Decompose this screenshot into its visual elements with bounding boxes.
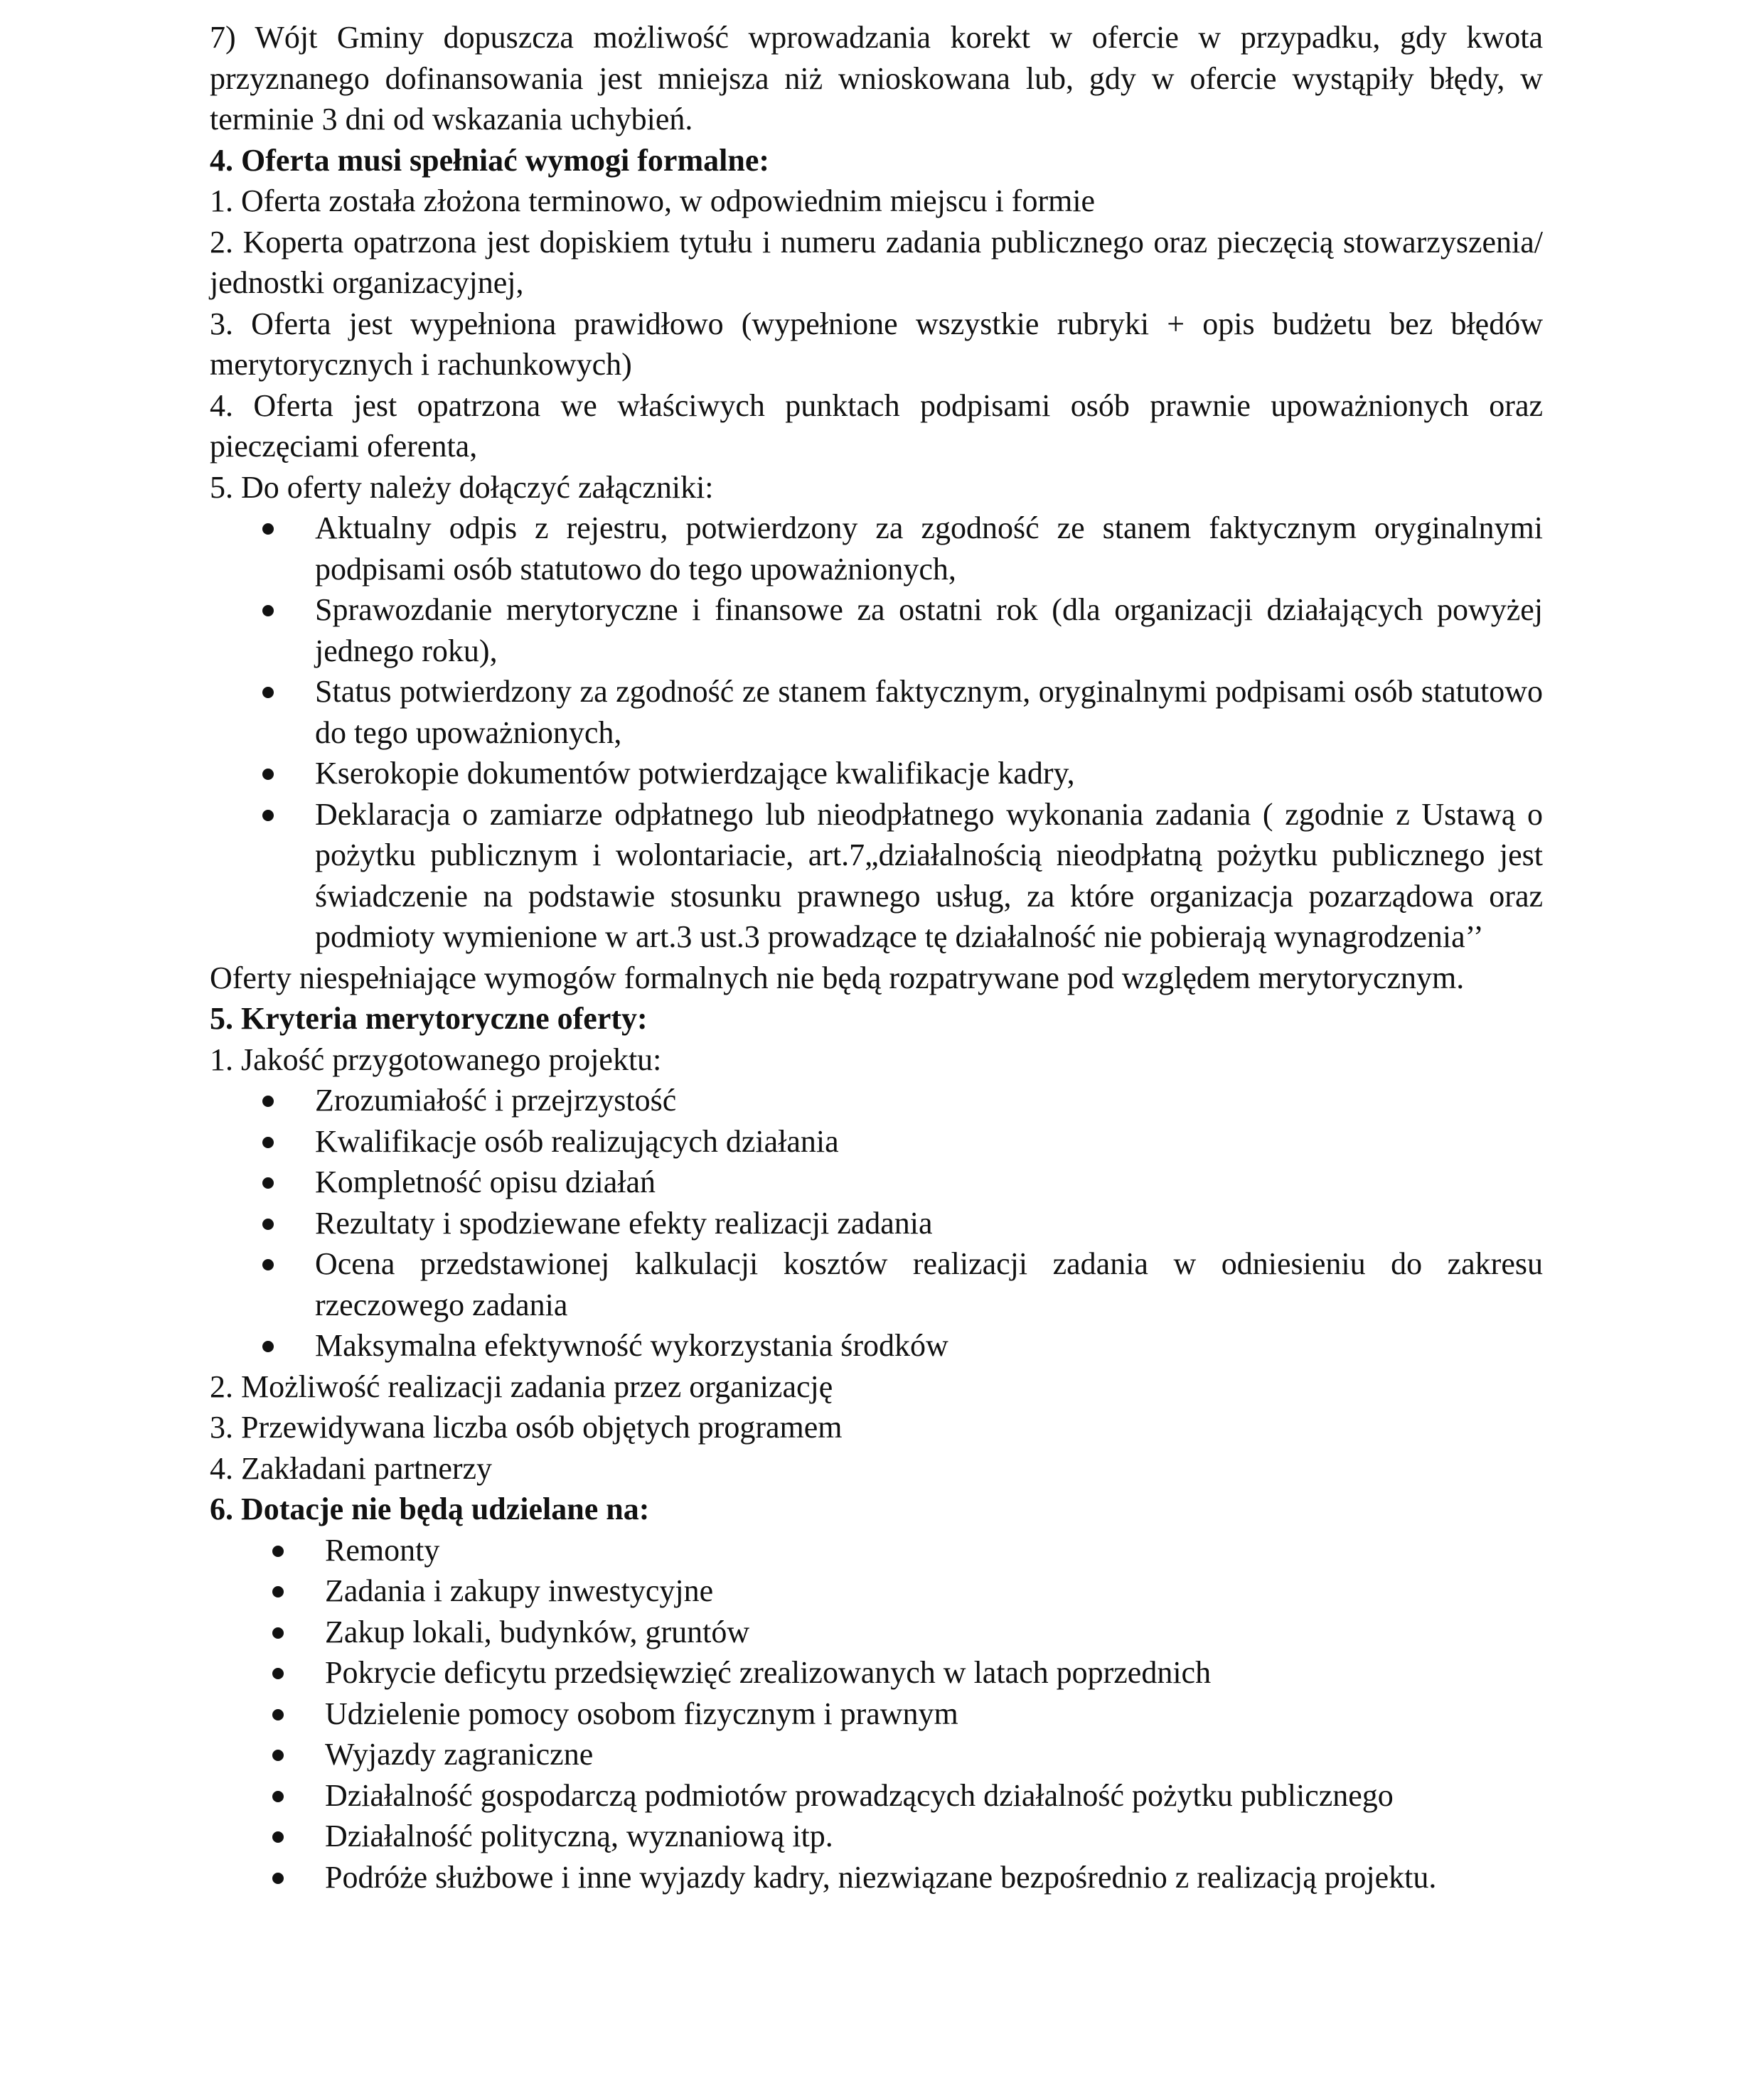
list-item: Działalność polityczną, wyznaniową itp. bbox=[325, 1816, 1543, 1857]
formal-requirement-3: 3. Oferta jest wypełniona prawidłowo (wypełnione wszystkie rubryki + opis budżetu bez błędów merytorycznych i rachunkowych) bbox=[210, 306, 1543, 382]
excluded-costs-list bbox=[210, 1530, 1543, 1898]
criterion-4: 4. Zakładani partnerzy bbox=[210, 1450, 493, 1486]
paragraph-correction-rule: 7) Wójt Gminy dopuszcza możliwość wprowadzania korekt w ofercie w przypadku, gdy kwota przyznanego dofinansowania jest mniejsza niż wnioskowana lub, gdy w ofercie wystąpiły błędy, w terminie 3 dni od wskazania uchybień. bbox=[210, 20, 1543, 137]
list-item: Maksymalna efektywność wykorzystania środków bbox=[315, 1325, 1543, 1366]
list-item: Wyjazdy zagraniczne bbox=[325, 1734, 1543, 1775]
list-item: Zakup lokali, budynków, gruntów bbox=[325, 1612, 1543, 1653]
list-item: Remonty bbox=[325, 1530, 1543, 1571]
list-item: Sprawozdanie merytoryczne i finansowe za ostatni rok (dla organizacji działających powyżej jednego roku), bbox=[315, 589, 1543, 671]
list-item: Status potwierdzony za zgodność ze stanem faktycznym, oryginalnymi podpisami osób statutowo do tego upoważnionych, bbox=[315, 671, 1543, 753]
section-4-heading: 4. Oferta musi spełniać wymogi formalne: bbox=[210, 142, 769, 178]
formal-requirement-1: 1. Oferta została złożona terminowo, w odpowiednim miejscu i formie bbox=[210, 183, 1096, 218]
list-item: Zadania i zakupy inwestycyjne bbox=[325, 1570, 1543, 1612]
list-item: Rezultaty i spodziewane efekty realizacji zadania bbox=[315, 1203, 1543, 1244]
list-item: Udzielenie pomocy osobom fizycznym i prawnym bbox=[325, 1693, 1543, 1735]
formal-requirement-5: 5. Do oferty należy dołączyć załączniki: bbox=[210, 469, 714, 505]
list-item: Pokrycie deficytu przedsięwzięć zrealizowanych w latach poprzednich bbox=[325, 1652, 1543, 1693]
criterion-2: 2. Możliwość realizacji zadania przez organizację bbox=[210, 1369, 833, 1404]
formal-requirement-4: 4. Oferta jest opatrzona we właściwych punktach podpisami osób prawnie upoważnionych oraz pieczęciami oferenta, bbox=[210, 387, 1543, 464]
list-item: Kwalifikacje osób realizujących działania bbox=[315, 1121, 1543, 1162]
list-item: Działalność gospodarczą podmiotów prowadzących działalność pożytku publicznego bbox=[325, 1775, 1543, 1816]
section-5-heading: 5. Kryteria merytoryczne oferty: bbox=[210, 1001, 648, 1036]
list-item: Aktualny odpis z rejestru, potwierdzony za zgodność ze stanem faktycznym oryginalnymi podpisami osób statutowo do tego upoważnionych, bbox=[315, 508, 1543, 589]
list-item: Deklaracja o zamiarze odpłatnego lub nieodpłatnego wykonania zadania ( zgodnie z Ustawą o pożytku publicznym i wolontariacie, art.7„działalnością nieodpłatną pożytku publicznego jest świadczenie na podstawie stosunku prawnego usług, za które organizacja pozarządowa oraz podmioty wymienione w art.3 ust.3 prowadzące tę działalność nie pobierają wynagrodzenia’’ bbox=[315, 794, 1543, 958]
list-item: Ocena przedstawionej kalkulacji kosztów realizacji zadania w odniesieniu do zakresu rzeczowego zadania bbox=[315, 1243, 1543, 1325]
list-item: Kserokopie dokumentów potwierdzające kwalifikacje kadry, bbox=[315, 753, 1543, 794]
list-item: Podróże służbowe i inne wyjazdy kadry, niezwiązane bezpośrednio z realizacją projektu. bbox=[325, 1857, 1543, 1898]
quality-criteria-list bbox=[210, 1080, 1543, 1366]
attachments-list bbox=[210, 508, 1543, 958]
list-item: Kompletność opisu działań bbox=[315, 1162, 1543, 1203]
criterion-3: 3. Przewidywana liczba osób objętych programem bbox=[210, 1410, 843, 1445]
list-item: Zrozumiałość i przejrzystość bbox=[315, 1080, 1543, 1121]
formal-note: Oferty niespełniające wymogów formalnych nie będą rozpatrywane pod względem merytorycznym. bbox=[210, 960, 1465, 995]
document-page bbox=[210, 17, 1543, 1898]
formal-requirement-2: 2. Koperta opatrzona jest dopiskiem tytułu i numeru zadania publicznego oraz pieczęcią stowarzyszenia/ jednostki organizacyjnej, bbox=[210, 224, 1543, 300]
criterion-1: 1. Jakość przygotowanego projektu: bbox=[210, 1042, 662, 1077]
section-6-heading: 6. Dotacje nie będą udzielane na: bbox=[210, 1492, 650, 1526]
